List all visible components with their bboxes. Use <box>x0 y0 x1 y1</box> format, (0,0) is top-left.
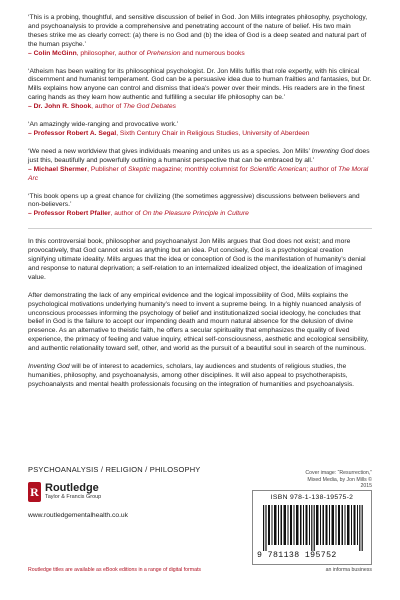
publisher-name: Routledge <box>45 482 99 494</box>
endorsement-quote: ‘Atheism has been waiting for its philosophical psychologist. Dr. Jon Mills fulfils that role expertly, with his clinical discernment and humanist temperament. God can be a persuasive idea due to human frailties and fantasies, but Dr. Mills explains how anyone can control and dismiss that idea’s power over their minds. His readers are in the finest caring hands as they learn how authentic and fulfilling a secular life philosophy can be.’ <box>28 67 372 102</box>
informa-business: an informa business <box>325 567 372 573</box>
endorsement-quote: ‘This book opens up a great chance for civilizing (the sometimes aggressive) discussions between believers and non-believers.’ <box>28 192 360 209</box>
description-paragraph-2: After demonstrating the lack of any empirical evidence and the logical impossibility of God, Mills explains the psychological motivations underlying humanity’s need to invent a supreme being. In a highly nuanced analysis of unconscious processes informing the psychology of belief and institutionalized social ideology, he concludes that belief in God is the failure to accept our impending death and mourn natural absence for the delusion of divine presence. As an alternative to theistic faith, he offers a secular spirituality that emphasizes the quality of lived experience, the primacy of feeling and value inquiry, ethical self-consciousness, aesthetic and ecological sensibility, and authentic relationality toward self, other, and world as the pursuit of a beautiful soul in search of the numinous. <box>28 291 369 353</box>
section-divider <box>28 228 372 229</box>
publisher-website: www.routledgementalhealth.co.uk <box>28 512 128 519</box>
publisher-group: Taylor & Francis Group <box>45 494 102 500</box>
endorsement-attribution: – Professor Robert A. Segal, Sixth Century Chair in Religious Studies, University of Aberdeen <box>28 129 310 137</box>
endorsement-quote: ‘We need a new worldview that gives individuals meaning and unites us as a species. Jon Mills’ Inventing God does just this, beautifully and powerfully outlining a humanist perspective that can be embraced by all.’ <box>28 147 370 164</box>
endorsement-attribution: – Colin McGinn, philosopher, author of Prehension and numerous books <box>28 49 245 57</box>
footer-area <box>28 465 372 573</box>
endorsement-attribution: – Dr. John R. Shook, author of The God Debates <box>28 103 176 111</box>
routledge-logo-icon: R <box>28 482 41 502</box>
barcode-digits: 9 781138 195752 <box>257 551 337 560</box>
endorsement-4 <box>28 148 372 184</box>
isbn-label: ISBN 978-1-138-19575-2 <box>270 494 354 501</box>
endorsement-quote: ‘An amazingly wide-ranging and provocative work.’ <box>28 121 179 129</box>
description-paragraph-3: Inventing God will be of interest to academics, scholars, lay audiences and students of religious studies, the humanities, philosophy, and psychoanalysis, among other disciplines. It will also appeal to psychotherapists, psychoanalysts and mental health professionals focusing on the integration of humanities and psychoanalysis. <box>28 363 355 388</box>
endorsement-quote: ‘This is a probing, thoughtful, and sensitive discussion of belief in God. Jon Mills integrates philosophy, psychology, and psychoanalysis to provide a comprehensive and penetrating account of the nature of belief. His two main theses strike me as clearly correct: (a) there is no God and (b) the idea of God is a deep seated and natural part of the human psyche.’ <box>28 14 368 48</box>
barcode-icon <box>263 505 363 551</box>
endorsement-3 <box>28 121 372 139</box>
endorsement-2 <box>28 68 372 113</box>
endorsement-attribution: – Professor Robert Pfaller, author of On the Pleasure Principle in Culture <box>28 210 249 218</box>
barcode-panel <box>252 490 372 565</box>
description-paragraph-1: In this controversial book, philosopher and psychoanalyst Jon Mills argues that God does not exist; and more provocatively, that God cannot exist as anything but an idea. Put concisely, God is a psychological creation signifying ultimate ideality. Mills argues that the idea or conception of God is the manifestation of humanity’s denial and response to natural deprivation; a self-relation to an internalized idealized object, the idealization of imagined value. <box>28 238 366 281</box>
subject-category: PSYCHOANALYSIS / RELIGION / PHILOSOPHY <box>28 465 201 474</box>
endorsement-1 <box>28 14 372 59</box>
cover-image-credit: Cover image: “Resurrection,” Mixed Media, by Jon Mills © 2015 <box>305 470 372 490</box>
endorsement-attribution: – Michael Shermer, Publisher of Skeptic magazine; monthly columnist for Scientific American; author of The Moral Arc <box>28 165 369 182</box>
ebook-note: Routledge titles are available as eBook editions in a range of digital formats <box>28 567 202 573</box>
endorsement-5 <box>28 193 372 220</box>
